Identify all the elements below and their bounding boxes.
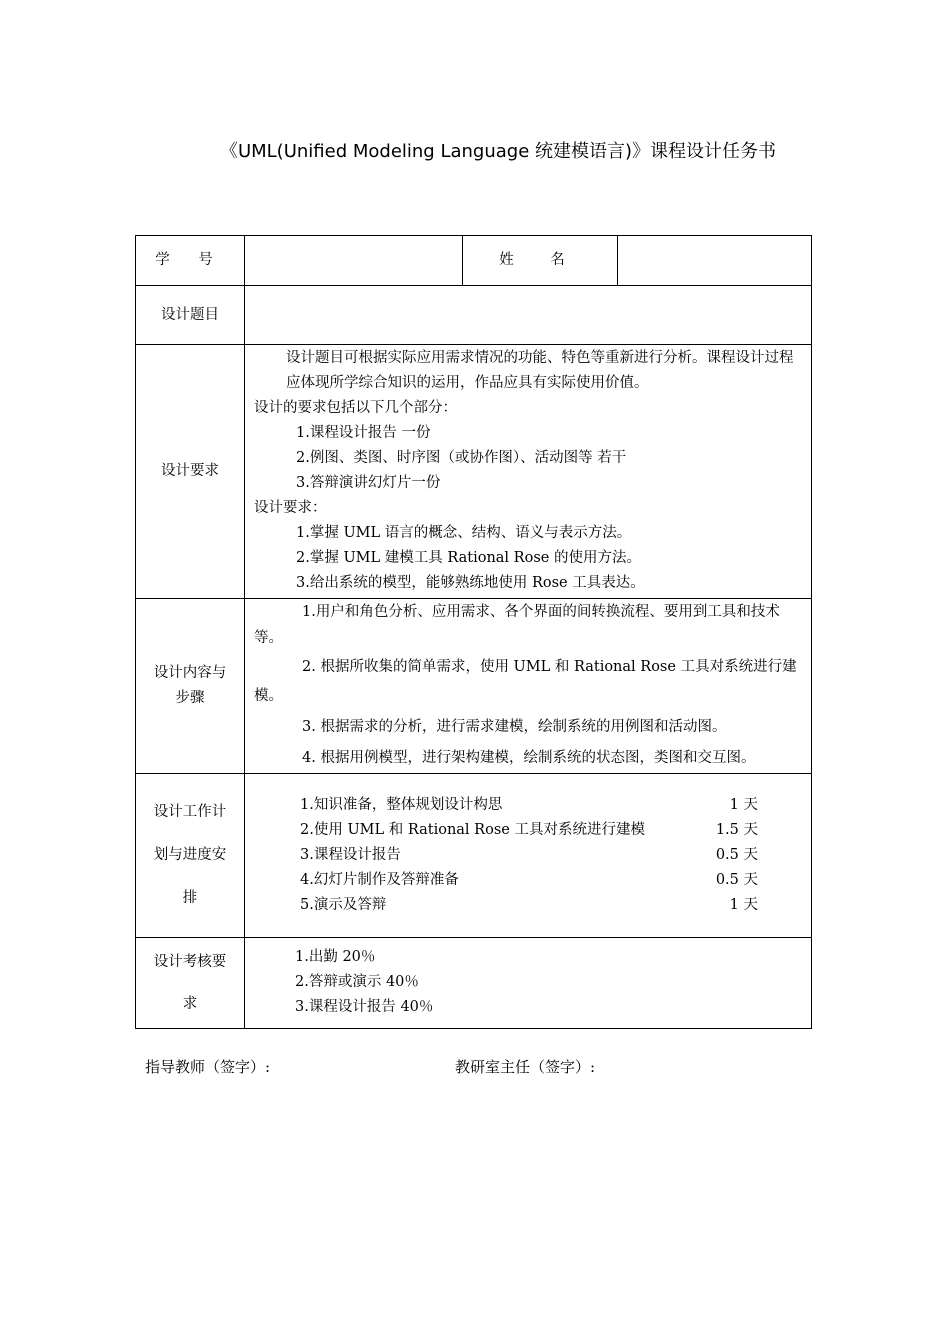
steps-label: 设计内容与 步骤 [136,599,245,774]
assessment-content [245,938,812,1029]
requirements-line: 2.例图、类图、时序图（或协作图）、活动图等 若干 [296,450,627,466]
document-title: 《UML(Unified Modeling Language 统建模语言)》课程设计任务书 [219,141,777,162]
advisor-signature-label: 指导教师（签字）: [145,1058,271,1076]
requirements-line: 设计要求： [254,500,327,516]
schedule-item: 1.知识准备，整体规划设计构思 1 天 [300,797,758,813]
step-item: 4. 根据用例模型，进行架构建模，绘制系统的状态图，类图和交互图。 [302,750,756,766]
schedule-content [245,774,812,938]
row-student-info [136,236,812,286]
requirements-line: 3.答辩演讲幻灯片一份 [296,475,441,491]
schedule-item: 5.演示及答辩 1 天 [300,897,758,913]
assessment-item: 1.出勤 20％ [295,948,376,965]
requirements-line: 1.掌握 UML 语言的概念、结构、语义与表示方法。 [296,525,632,541]
schedule-item: 2.使用 UML 和 Rational Rose 工具对系统进行建模 1.5 天 [300,822,758,838]
step-item: 1.用户和角色分析、应用需求、各个界面的间转换流程、要用到工具和技术等。 [254,604,780,646]
steps-content [245,599,812,774]
requirements-line: 1.课程设计报告 一份 [296,425,431,441]
schedule-item: 4.幻灯片制作及答辩准备 0.5 天 [300,872,758,888]
step-item: 3. 根据需求的分析，进行需求建模，绘制系统的用例图和活动图。 [302,719,727,735]
schedule-item: 3.课程设计报告 0.5 天 [300,847,758,863]
step-item: 2. 根据所收集的简单需求，使用 UML 和 Rational Rose 工具对系统进行建模。 [254,659,797,704]
assessment-label: 设计考核要 求 [136,938,245,1029]
requirements-line: 设计题目可根据实际应用需求情况的功能、特色等重新进行分析。课程设计过程应体现所学综合知识的运用，作品应具有实际使用价值。 [286,350,794,391]
topic-label: 设计题目 [136,286,245,345]
schedule-label: 设计工作计 划与进度安 排 [136,774,245,938]
topic-field[interactable] [245,286,812,345]
student-id-label: 学 号 [136,236,245,286]
row-steps [136,599,812,774]
student-id-field[interactable] [245,236,463,286]
task-form-table [135,235,812,1029]
requirements-content [245,345,812,599]
row-topic [136,286,812,345]
row-assessment [136,938,812,1029]
name-field[interactable] [618,236,812,286]
requirements-line: 2.掌握 UML 建模工具 Rational Rose 的使用方法。 [296,550,641,566]
assessment-item: 3.课程设计报告 40％ [295,998,434,1015]
row-requirements [136,345,812,599]
assessment-item: 2.答辩或演示 40％ [295,973,419,990]
row-schedule [136,774,812,938]
requirements-line: 3.给出系统的模型，能够熟练地使用 Rose 工具表达。 [296,575,645,591]
name-label: 姓 名 [463,236,618,286]
director-signature-label: 教研室主任（签字）: [455,1058,596,1076]
requirements-label: 设计要求 [136,345,245,599]
requirements-line: 设计的要求包括以下几个部分： [254,400,457,416]
